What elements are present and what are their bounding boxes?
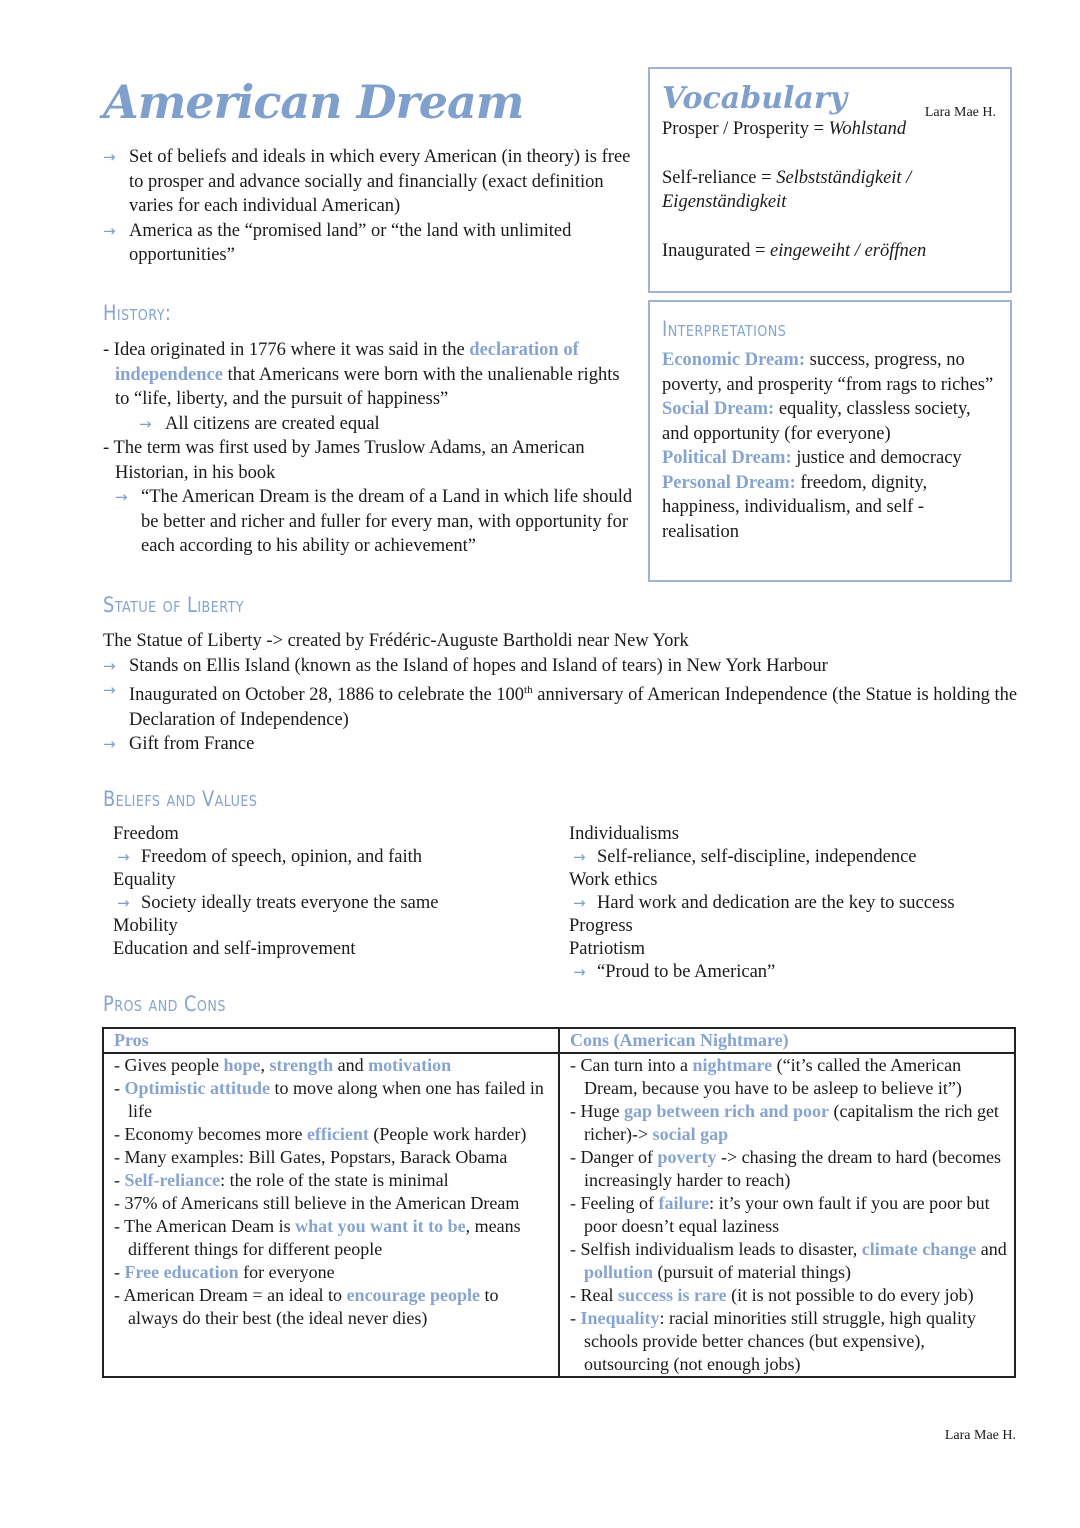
- text-segment: ,: [260, 1055, 270, 1075]
- belief-detail: [569, 846, 955, 869]
- cons-header: Cons (American Nightmare): [559, 1028, 1015, 1053]
- history-paragraph: [103, 338, 637, 412]
- text-segment: (capitalism the rich get richer)->: [584, 1101, 999, 1144]
- table-item: [114, 1123, 552, 1146]
- belief-value: Progress: [569, 916, 633, 936]
- intro-item: [103, 145, 635, 219]
- table-item: [570, 1100, 1008, 1146]
- highlighted-term: efficient: [306, 1124, 369, 1144]
- belief-detail-text: “Proud to be American”: [597, 962, 776, 982]
- arrow-icon: →: [103, 221, 116, 240]
- footer-author: Lara Mae H.: [944, 1428, 1016, 1443]
- arrow-icon: →: [103, 735, 116, 754]
- highlighted-term: Optimistic attitude: [124, 1078, 270, 1098]
- text-segment: Selbstständigkeit / Eigenständigkeit: [662, 167, 912, 212]
- text-segment: equality, classless society, and opportunity (for everyone): [662, 399, 971, 444]
- highlighted-term: Inequality: [580, 1308, 660, 1328]
- arrow-icon: →: [117, 894, 130, 912]
- text-segment: and: [976, 1239, 1007, 1259]
- text-segment: - Danger of: [570, 1147, 658, 1167]
- arrow-icon: →: [573, 963, 586, 981]
- interpretation-item: [662, 348, 998, 397]
- table-item: [570, 1238, 1008, 1284]
- highlighted-term: nightmare: [692, 1055, 773, 1075]
- table-item: [114, 1215, 552, 1261]
- text-segment: - Huge: [570, 1101, 624, 1121]
- table-item: [570, 1284, 1008, 1307]
- arrow-icon: →: [139, 414, 152, 433]
- arrow-icon: →: [573, 848, 586, 866]
- text-segment: America as the “promised land” or “the land with unlimited opportunities”: [129, 220, 572, 265]
- text-segment: - Gives people: [114, 1055, 224, 1075]
- history-sub: → All citizens are created equal: [139, 412, 637, 437]
- highlighted-term: Self-reliance: [124, 1170, 221, 1190]
- belief-value: Equality: [113, 870, 176, 890]
- highlighted-term: poverty: [657, 1147, 717, 1167]
- highlighted-term: Social Dream:: [662, 399, 775, 419]
- text-segment: Self-reliance =: [662, 167, 777, 188]
- text-segment: - The American Deam is: [114, 1216, 296, 1236]
- belief-detail: [113, 846, 438, 869]
- text-segment: - Selfish individualism leads to disaster,: [570, 1239, 862, 1259]
- highlighted-term: motivation: [368, 1055, 452, 1075]
- text-segment: success, progress, no poverty, and prosperity “from rags to riches”: [662, 350, 994, 395]
- text-segment: -: [114, 1262, 125, 1282]
- text-segment: - Real: [570, 1285, 618, 1305]
- vocab-item: [662, 166, 998, 215]
- belief-detail: [569, 961, 955, 984]
- text-segment: Prosper / Prosperity =: [662, 119, 829, 139]
- text-segment: eingeweiht / eröffnen: [770, 240, 927, 261]
- intro-item: [103, 219, 635, 268]
- statue-item: [103, 732, 1018, 757]
- statue-item: [103, 678, 1018, 732]
- text-segment: Inaugurated =: [662, 240, 771, 261]
- text-segment: -: [114, 1078, 125, 1098]
- statue-section: [103, 629, 1018, 757]
- highlighted-term: Personal Dream:: [662, 472, 796, 493]
- text-segment: that Americans were born with the unalienable rights to “life, liberty, and the pursuit of happiness”: [115, 364, 620, 409]
- text-segment: : racial minorities still struggle, high quality schools provide better chances (but expensive), outsourcing (not enough jobs): [584, 1308, 976, 1374]
- belief-detail-text: Society ideally treats everyone the same: [141, 893, 439, 913]
- text-segment: to move along when one has failed in life: [128, 1078, 544, 1121]
- vocabulary-title: Vocabulary: [662, 81, 848, 116]
- highlighted-term: gap between rich and poor: [623, 1101, 829, 1121]
- belief-value: Freedom: [113, 824, 179, 844]
- author-label: Lara Mae H.: [924, 105, 996, 120]
- table-item: [570, 1307, 1008, 1376]
- page-title: American Dream: [103, 75, 524, 129]
- highlighted-term: success is rare: [617, 1285, 727, 1305]
- statue-item: [103, 654, 1018, 679]
- statue-line: The Statue of Liberty -> created by Frédéric-Auguste Bartholdi near New York: [103, 631, 689, 651]
- text-segment: -: [114, 1170, 125, 1190]
- beliefs-heading: Beliefs and Values: [103, 787, 258, 811]
- text-segment: Wohlstand: [828, 119, 907, 139]
- belief-value: Individualisms: [569, 824, 679, 844]
- pros-cell: [103, 1053, 559, 1377]
- arrow-icon: →: [573, 894, 586, 912]
- text-segment: Set of beliefs and ideals in which every American (in theory) is free to prosper and advance socially and financially (exact definition varies for each individual American): [129, 147, 631, 216]
- highlighted-term: pollution: [584, 1262, 654, 1282]
- highlighted-term: declaration of independence: [115, 340, 579, 385]
- text-segment: -> chasing the dream to hard (becomes increasingly harder to reach): [584, 1147, 1001, 1190]
- history-section: [103, 338, 637, 559]
- interpretation-item: [662, 446, 998, 471]
- text-segment: : it’s your own fault if you are poor but poor doesn’t equal laziness: [584, 1193, 990, 1236]
- arrow-icon: →: [103, 656, 116, 675]
- text-segment: - 37% of Americans still believe in the American Dream: [114, 1193, 520, 1213]
- belief-detail: [569, 892, 955, 915]
- arrow-icon: →: [103, 148, 116, 166]
- highlighted-term: social gap: [652, 1124, 729, 1144]
- interpretation-item: [662, 471, 998, 545]
- table-item: [114, 1192, 552, 1215]
- table-item: [114, 1261, 552, 1284]
- history-heading: History:: [103, 301, 172, 325]
- text-segment: : the role of the state is minimal: [220, 1170, 449, 1190]
- highlighted-term: strength: [269, 1055, 334, 1075]
- text-segment: - Idea originated in 1776 where it was said in the: [103, 340, 470, 360]
- table-item: [570, 1146, 1008, 1192]
- belief-value: Mobility: [113, 916, 178, 936]
- text-segment: to always do their best (the ideal never dies): [128, 1285, 499, 1328]
- text-segment: (pursuit of material things): [653, 1262, 851, 1282]
- highlighted-term: failure: [658, 1193, 710, 1213]
- highlighted-term: encourage people: [346, 1285, 481, 1305]
- text-segment: - Many examples: Bill Gates, Popstars, Barack Obama: [114, 1147, 508, 1167]
- beliefs-right: [569, 823, 955, 984]
- history-paragraph: - The term was first used by James Truslow Adams, an American Historian, in his book: [103, 438, 585, 483]
- arrow-icon: →: [103, 681, 116, 699]
- highlighted-term: what you want it to be: [295, 1216, 466, 1236]
- text-segment: , means different things for different people: [128, 1216, 521, 1259]
- table-item: [114, 1146, 552, 1169]
- table-item: [114, 1169, 552, 1192]
- belief-detail-text: Hard work and dedication are the key to success: [597, 893, 955, 913]
- text-segment: (it is not possible to do every job): [726, 1285, 974, 1305]
- statue-heading: Statue of Liberty: [103, 593, 245, 617]
- intro-list: [103, 145, 635, 268]
- table-item: [114, 1077, 552, 1123]
- text-segment: freedom, dignity, happiness, individualism, and self - realisation: [662, 472, 928, 542]
- interpretation-item: [662, 397, 998, 446]
- highlighted-term: Economic Dream:: [662, 350, 805, 370]
- history-quote: → “The American Dream is the dream of a Land in which life should be better and richer and fuller for every man, with opportunity for each according to his ability or achievement”: [115, 487, 633, 556]
- pros-cons-heading: Pros and Cons: [103, 992, 226, 1016]
- highlighted-term: Political Dream:: [662, 448, 792, 468]
- text-segment: th: [524, 684, 533, 696]
- text-segment: (People work harder): [368, 1124, 527, 1144]
- table-item: [570, 1054, 1008, 1100]
- text-segment: and: [333, 1055, 369, 1075]
- text-segment: justice and democracy: [791, 448, 962, 468]
- belief-value: Education and self-improvement: [113, 939, 356, 959]
- cons-cell: [559, 1053, 1015, 1377]
- text-segment: -: [570, 1308, 581, 1328]
- text-segment: - American Dream = an ideal to: [114, 1285, 347, 1305]
- vocab-item: [662, 239, 998, 264]
- belief-detail: [113, 892, 438, 915]
- text-segment: anniversary of American Independence (the Statue is holding the Declaration of Independence): [129, 685, 1018, 730]
- highlighted-term: climate change: [861, 1239, 977, 1259]
- text-segment: Inaugurated on October 28, 1886 to celebrate the 100: [129, 685, 525, 706]
- highlighted-term: Free education: [124, 1262, 239, 1282]
- interpretations-heading: Interpretations: [662, 317, 787, 341]
- interpretations-box: [648, 300, 1012, 582]
- pros-header: Pros: [103, 1028, 559, 1053]
- belief-detail-text: Self-reliance, self-discipline, independence: [597, 847, 917, 867]
- text-segment: - Economy becomes more: [114, 1124, 307, 1144]
- text-segment: - Can turn into a: [570, 1055, 693, 1075]
- table-item: [570, 1192, 1008, 1238]
- text-segment: (“it’s called the American Dream, because you have to be asleep to believe it”): [584, 1055, 962, 1098]
- vocabulary-box: [648, 67, 1012, 293]
- text-segment: for everyone: [238, 1262, 335, 1282]
- highlighted-term: hope: [223, 1055, 261, 1075]
- table-item: [114, 1054, 552, 1077]
- arrow-icon: →: [115, 488, 128, 506]
- text-segment: Stands on Ellis Island (known as the Island of hopes and Island of tears) in New York Harbour: [129, 655, 828, 676]
- belief-detail-text: Freedom of speech, opinion, and faith: [141, 847, 423, 867]
- table-item: [114, 1284, 552, 1330]
- belief-value: Work ethics: [569, 870, 658, 890]
- belief-value: Patriotism: [569, 939, 646, 959]
- beliefs-left: [113, 823, 438, 961]
- arrow-icon: →: [117, 848, 130, 866]
- pros-cons-table: [102, 1027, 1016, 1378]
- text-segment: - Feeling of: [570, 1193, 659, 1213]
- text-segment: Gift from France: [129, 734, 255, 755]
